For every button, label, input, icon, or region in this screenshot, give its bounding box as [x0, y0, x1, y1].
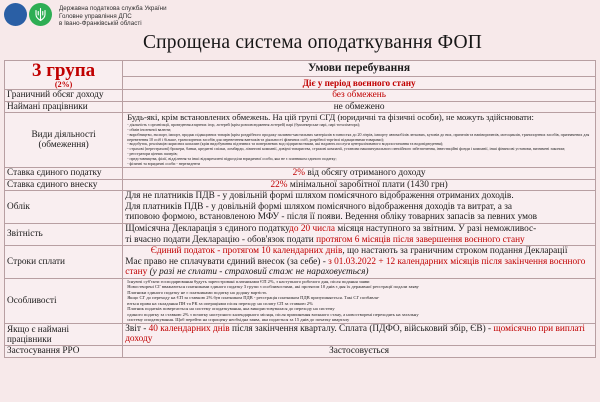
features-list [125, 279, 593, 323]
row-value-accounting [123, 191, 596, 224]
table-row-payment-terms [5, 246, 596, 279]
reporting-part2: місяця наступного за звітним. У разі неможливос- [335, 223, 537, 234]
trident-emblem-icon [34, 7, 47, 22]
accounting-line3: типовою формою, встановленою МФУ - після її появи. Ведення обліку товарних запасів за певних умов [125, 212, 538, 223]
payment-italic2: (у разі не сплати - страховий стаж не нараховується) [147, 267, 369, 278]
list-item: єдиного податку за ставкою 2% з початку наступного календарного місяця, після припинення воєнного стану, а новостворені переходять на загальну [127, 311, 419, 317]
row-label-activities-line2: (обмеження) [38, 140, 89, 151]
table-header-row [5, 61, 596, 77]
row-label-contribution-rate: Ставка єдиного внеску [5, 179, 123, 191]
table-row-accounting [5, 191, 596, 224]
reporting-part1: Щомісячна Декларація з єдиного податку [125, 223, 290, 234]
row-label-features: Особливості [5, 278, 123, 323]
row-label-payment-terms: Строки сплати [5, 246, 123, 279]
reporting-line1 [125, 224, 593, 235]
row-label-rro: Застосування РРО [5, 346, 123, 358]
accounting-line1: Для не платників ПДВ - у довільній формі шляхом помісячного відображення отриманих доходів. [125, 191, 514, 202]
list-item: Платник податків повертається на систему оподаткування, яка використовувалася до переходу на систему [127, 306, 335, 312]
list-item: Новостворені СГ вважаються платниками єдиного податку 3 групи з особливостями, які протягом 10 днів з дня їх державної реєстрації подали заяву [127, 284, 419, 290]
payment-line2 [125, 257, 593, 278]
payment-accent1: Єдиний податок - протягом 10 календарних днів [150, 246, 343, 257]
row-label-income-limit: Граничний обсяг доходу [5, 90, 123, 102]
table-row-activities [5, 113, 596, 168]
payment-accent2: з 01.03.2022 + 12 календарних місяців після закінчення воєнного стану [125, 256, 586, 278]
agency-logo [4, 3, 52, 26]
row-value-activities [123, 113, 596, 168]
group-header-cell [5, 61, 123, 90]
list-item: Платники єдиного податку не є платниками податку на додану вартість [127, 289, 267, 295]
conditions-subheader: Діє у період воєнного стану [123, 76, 596, 89]
tax-conditions-table [4, 60, 596, 358]
list-item: Якщо СГ до переходу на ЄП за ставкою 2% був платником ПДВ - реєстрація платником ПДВ призупиняється. Такі СГ позбавля- [127, 295, 380, 301]
with-employees-accent2: щомісячно при виплаті доходу [125, 323, 585, 345]
table-row-rro [5, 346, 596, 358]
row-label-with-employees [5, 323, 123, 345]
activities-intro: Будь-які, крім встановлених обмежень. На цій групі СГД (юридичні та фізичні особи), не можуть здійснювати: [127, 112, 534, 123]
row-value-reporting [123, 223, 596, 245]
row-value-employees: не обмежено [123, 101, 596, 113]
reporting-accent1: до 20 числа [289, 223, 336, 234]
list-item: - видобуток, реалізацію корисних копалин (крім видобування підземних та поверхневих вод підприємствами, які надають послуги централізованого водопостачання та водовідведення); [127, 141, 444, 147]
row-value-income-limit: без обмежень [123, 90, 596, 102]
list-item: Існуючі суб'єкти господарювання будуть зареєстровані платниками ЄП 2%, з наступного робочого дня, після подання заяви [127, 278, 370, 284]
table-row-features [5, 278, 596, 323]
with-employees-label-line2: працівники [7, 334, 52, 345]
list-item: систему оподаткування. Щоб перейти на спрощену необхідна заява, яка подається за 15 днів до початку кварталу [127, 317, 350, 323]
row-label-tax-rate: Ставка єдиного податку [5, 167, 123, 179]
logo-blue-circle-icon [4, 3, 27, 26]
tax-rate-rest: від обсягу отриманого доходу [305, 167, 426, 178]
tax-rate-accent: 2% [292, 167, 305, 178]
list-item: - фізичні та юридичні особи - нерезиденти [127, 161, 201, 167]
reporting-line2 [125, 235, 593, 246]
row-label-accounting: Облік [5, 191, 123, 224]
list-item: - реєстратори цінних паперів; [127, 151, 178, 157]
logo-green-circle-icon [29, 3, 52, 26]
gov-header [0, 0, 600, 28]
agency-titles [59, 3, 167, 28]
activities-bullet-list [125, 123, 593, 167]
accounting-line2: Для платників ПДВ - у довільній формі шляхом помісячного відображення доходів та витрат, а за [125, 201, 512, 212]
row-value-payment-terms [123, 246, 596, 279]
payment-plain2: Має право не сплачувати єдиний внесок (за себе) - [125, 256, 329, 267]
row-label-activities [5, 113, 123, 168]
group-percent: (2%) [54, 80, 73, 89]
conditions-header: Умови перебування [123, 61, 596, 77]
contribution-rate-accent: 22% [270, 179, 288, 190]
table-row-employees [5, 101, 596, 113]
with-employees-part2: після закінчення кварталу. Сплата (ПДФО, військовий збір, ЄВ) - [229, 323, 494, 334]
list-item: - страхові (перестрахові) брокери, банки, кредитні спілки, ломбарди, лізингові компанії, довірчі товариства, страхові компанії, установи накопичувального пенсійного забезпечення, інвестиційні фонди і компанії, інші фінансові установи, визначені законом; [127, 146, 566, 152]
row-label-employees: Наймані працівники [5, 101, 123, 113]
row-value-contribution-rate [123, 179, 596, 191]
page-title: Спрощена система оподаткування ФОП [142, 32, 483, 53]
row-value-with-employees [123, 323, 596, 345]
with-employees-accent1: 40 календарних днів [148, 323, 230, 334]
list-item: ються права на складання ПН та РК за операціями після переходу на сплату СП за ставкою 2% [127, 300, 313, 306]
with-employees-part1: Звіт - [125, 323, 149, 334]
contribution-rate-rest: мінімальної заробітної плати (1430 грн) [287, 179, 448, 190]
payment-line1 [125, 246, 593, 257]
row-value-features [123, 278, 596, 323]
list-item: - діяльність з організації, проведення азартних ігор, лотерей (крім розповсюдження лотерей) парі (букмекерське парі, парі тоталізатора); [127, 121, 361, 127]
group-label: 3 група [32, 60, 96, 81]
list-item: - виробництво, експорт, імпорт, продаж підакцизних товарів (крім роздрібного продажу паливно-мастильних матеріалів в ємностях до 20 літрів, імпорту автомобілів легкових, кузовів до них, причепів та напівпричепів, мотоциклів, транспортних засобів, призначених для перевезення 10 осіб і більше, транспортних засобів для перевезення вантажів та діяльності фізичних осіб, розрібної торгівлі підакцизними товарами); [127, 131, 590, 142]
table-row-contribution-rate [5, 179, 596, 191]
list-item: - представництва, філії, відділення та інші відокремлені підрозділи юридичної особи, яка не є платником єдиного податку; [127, 156, 337, 162]
agency-name-line2: Головне управління ДПС [59, 12, 132, 20]
table-row-reporting [5, 223, 596, 245]
agency-name-line1: Державна податкова служба України [59, 5, 167, 12]
table-row-with-employees [5, 323, 596, 345]
row-value-tax-rate [123, 167, 596, 179]
reporting-accent2: протягом 6 місяців після завершення воєнного стану [316, 234, 525, 245]
table-row-income-limit [5, 90, 596, 102]
reporting-part3: ті вчасно подати Декларацію - обов'язок подати [125, 234, 317, 245]
row-value-rro: Застосовується [123, 346, 596, 358]
list-item: - обмін іноземної валюти; [127, 126, 172, 132]
table-row-tax-rate [5, 167, 596, 179]
row-label-reporting: Звітність [5, 223, 123, 245]
with-employees-label-line1: Якщо є наймані [7, 324, 70, 335]
payment-rest1: , що настають за граничним строком подання Декларації [342, 246, 568, 257]
agency-name-line3: в Івано-Франківській області [59, 20, 142, 28]
row-label-activities-line1: Види діяльності [31, 129, 96, 140]
